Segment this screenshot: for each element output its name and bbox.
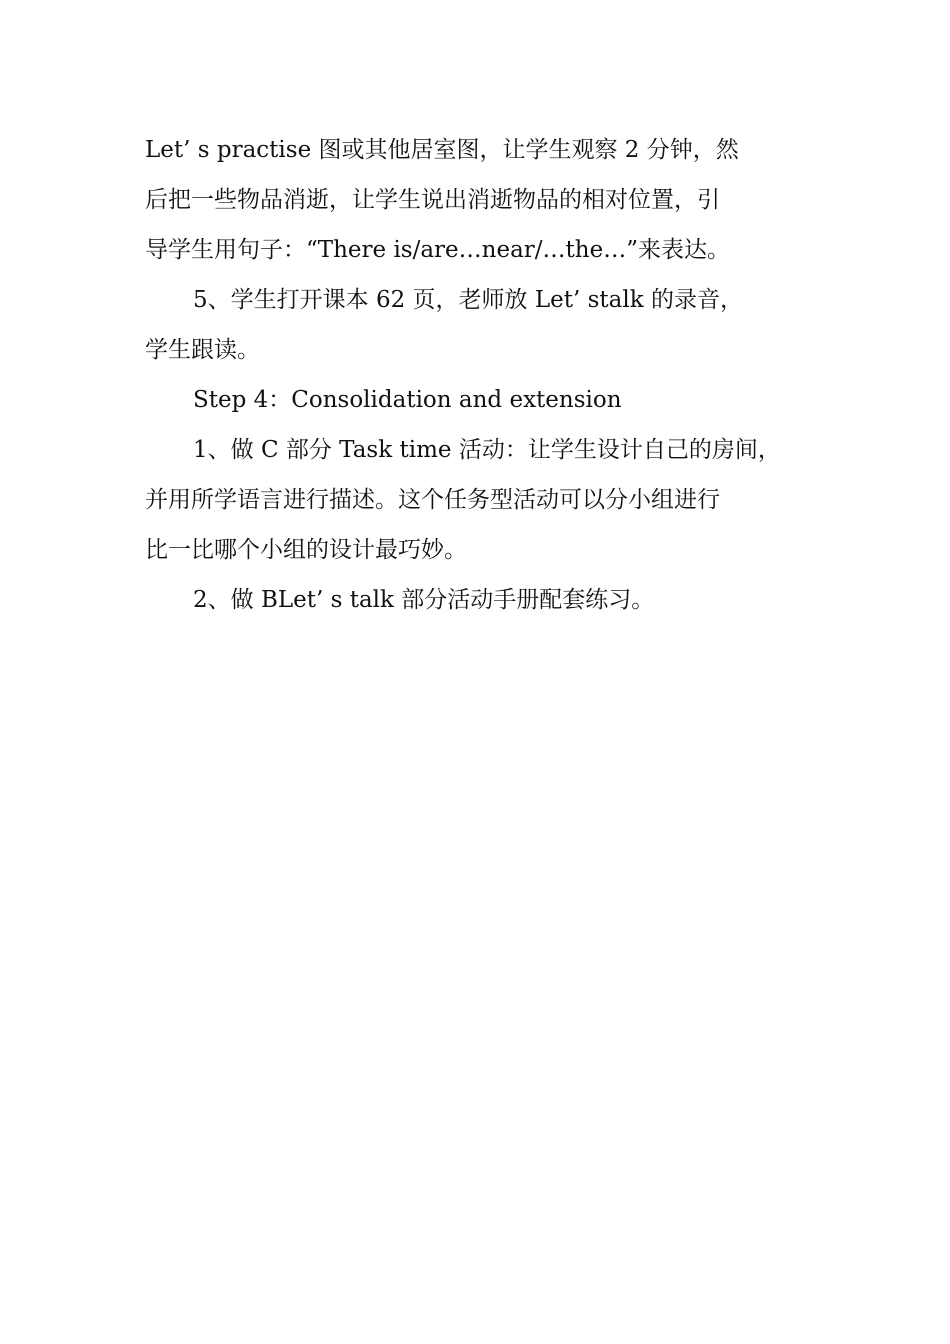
- text-line: 1、做 C 部分 Task time 活动：让学生设计自己的房间，: [193, 437, 781, 463]
- text-line: 学生跟读。: [145, 337, 260, 363]
- text-line: 并用所学语言进行描述。这个任务型活动可以分小组进行: [145, 487, 720, 513]
- text-line: 2、做 BLet’ s talk 部分活动手册配套练习。: [193, 587, 655, 613]
- text-line: Let’ s practise 图或其他居室图，让学生观察 2 分钟，然: [145, 137, 739, 163]
- text-line: 后把一些物品消逝，让学生说出消逝物品的相对位置，引: [145, 187, 720, 213]
- text-line: 导学生用句子：“There is/are…near/…the…”来表达。: [145, 237, 730, 263]
- section-heading: Step 4：Consolidation and extension: [193, 387, 622, 413]
- text-line: 比一比哪个小组的设计最巧妙。: [145, 537, 467, 563]
- text-line: 5、学生打开课本 62 页，老师放 Let’ stalk 的录音，: [193, 287, 743, 313]
- document-body: [145, 130, 825, 630]
